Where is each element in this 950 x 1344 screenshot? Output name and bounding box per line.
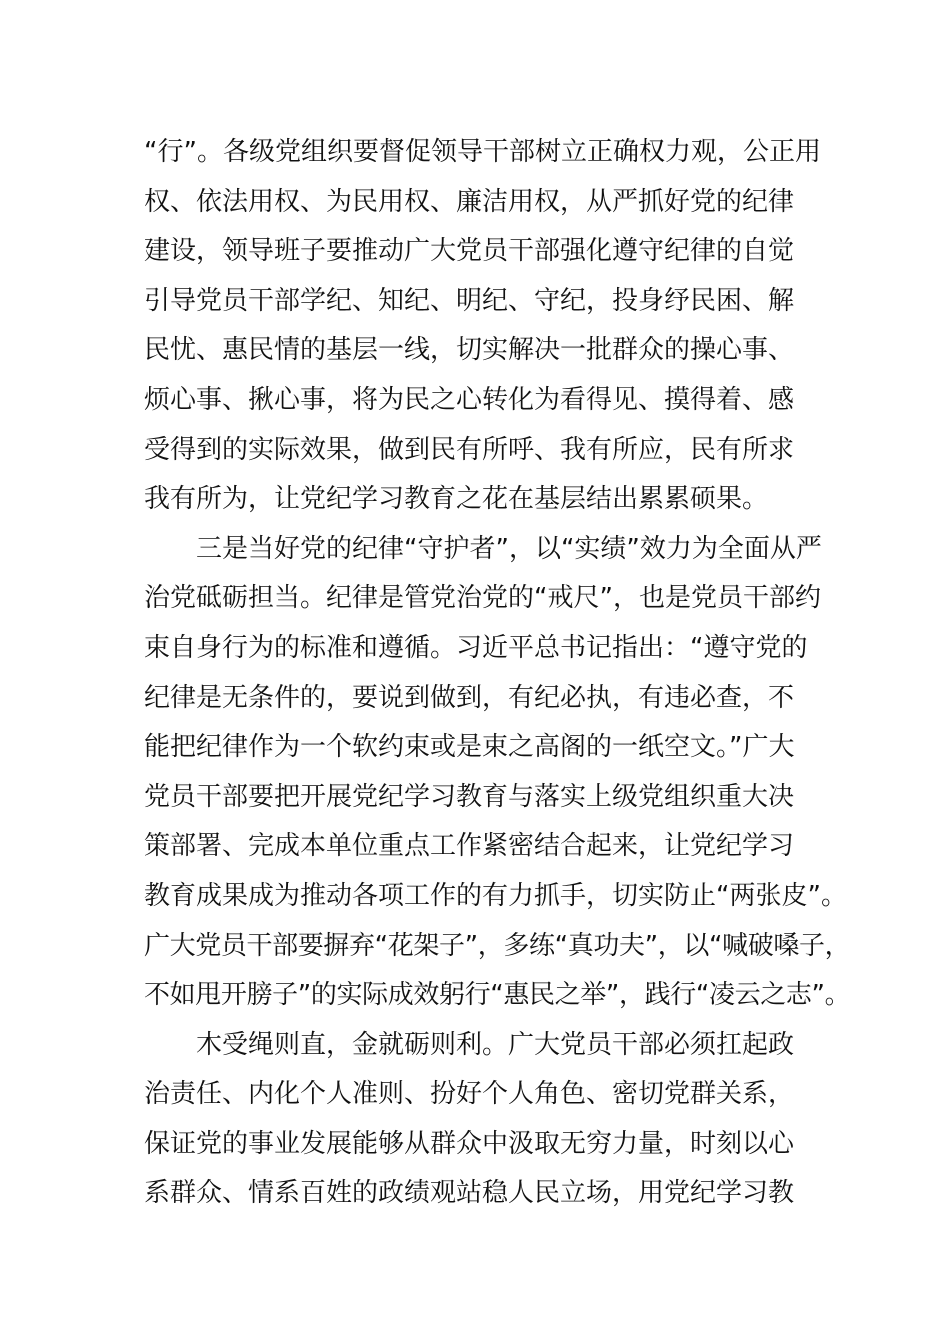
- text-line: 受得到的实际效果，做到民有所呼、我有所应，民有所求: [144, 434, 795, 465]
- text-line: 我有所为，让党纪学习教育之花在基层结出累累硕果。: [144, 484, 769, 515]
- text-line: “行”。各级党组织要督促领导干部树立正确权力观，公正用: [144, 137, 821, 167]
- text-line: 权、依法用权、为民用权、廉洁用权，从严抓好党的纪律: [144, 186, 795, 217]
- text-line: 治责任、内化个人准则、扮好个人角色、密切党群关系，: [144, 1079, 795, 1110]
- text-line: 系群众、情系百姓的政绩观站稳人民立场，用党纪学习教: [144, 1178, 795, 1209]
- paragraph-start-line: 三是当好党的纪律“守护者”，以“实绩”效力为全面从严: [196, 533, 822, 564]
- text-line: 纪律是无条件的，要说到做到，有纪必执，有违必查，不: [144, 682, 795, 713]
- text-line: 引导党员干部学纪、知纪、明纪、守纪，投身纾民困、解: [144, 285, 795, 316]
- text-line: 教育成果成为推动各项工作的有力抓手，切实防止“两张皮”。: [144, 880, 847, 911]
- text-line: 烦心事、揪心事，将为民之心转化为看得见、摸得着、感: [144, 384, 795, 415]
- text-line: 保证党的事业发展能够从群众中汲取无穷力量，时刻以心: [144, 1128, 795, 1159]
- paragraph-start-line: 木受绳则直，金就砺则利。广大党员干部必须扛起政: [196, 1029, 795, 1060]
- text-line: 策部署、完成本单位重点工作紧密结合起来，让党纪学习: [144, 831, 795, 862]
- text-line: 治党砥砺担当。纪律是管党治党的“戒尺”，也是党员干部约: [144, 583, 821, 614]
- text-line: 建设，领导班子要推动广大党员干部强化遵守纪律的自觉: [144, 236, 795, 267]
- body-text: [144, 128, 851, 1219]
- text-line: 能把纪律作为一个软约束或是束之高阁的一纸空文。”广大: [144, 732, 795, 763]
- text-line: 不如甩开膀子”的实际成效躬行“惠民之举”，践行“凌云之志”。: [144, 980, 851, 1011]
- text-line: 广大党员干部要摒弃“花架子”，多练“真功夫”，以“喊破嗓子，: [144, 930, 851, 961]
- text-line: 束自身行为的标准和遵循。习近平总书记指出：“遵守党的: [144, 632, 808, 663]
- text-line: 民忧、惠民情的基层一线，切实解决一批群众的操心事、: [144, 335, 795, 366]
- text-line: 党员干部要把开展党纪学习教育与落实上级党组织重大决: [144, 781, 795, 812]
